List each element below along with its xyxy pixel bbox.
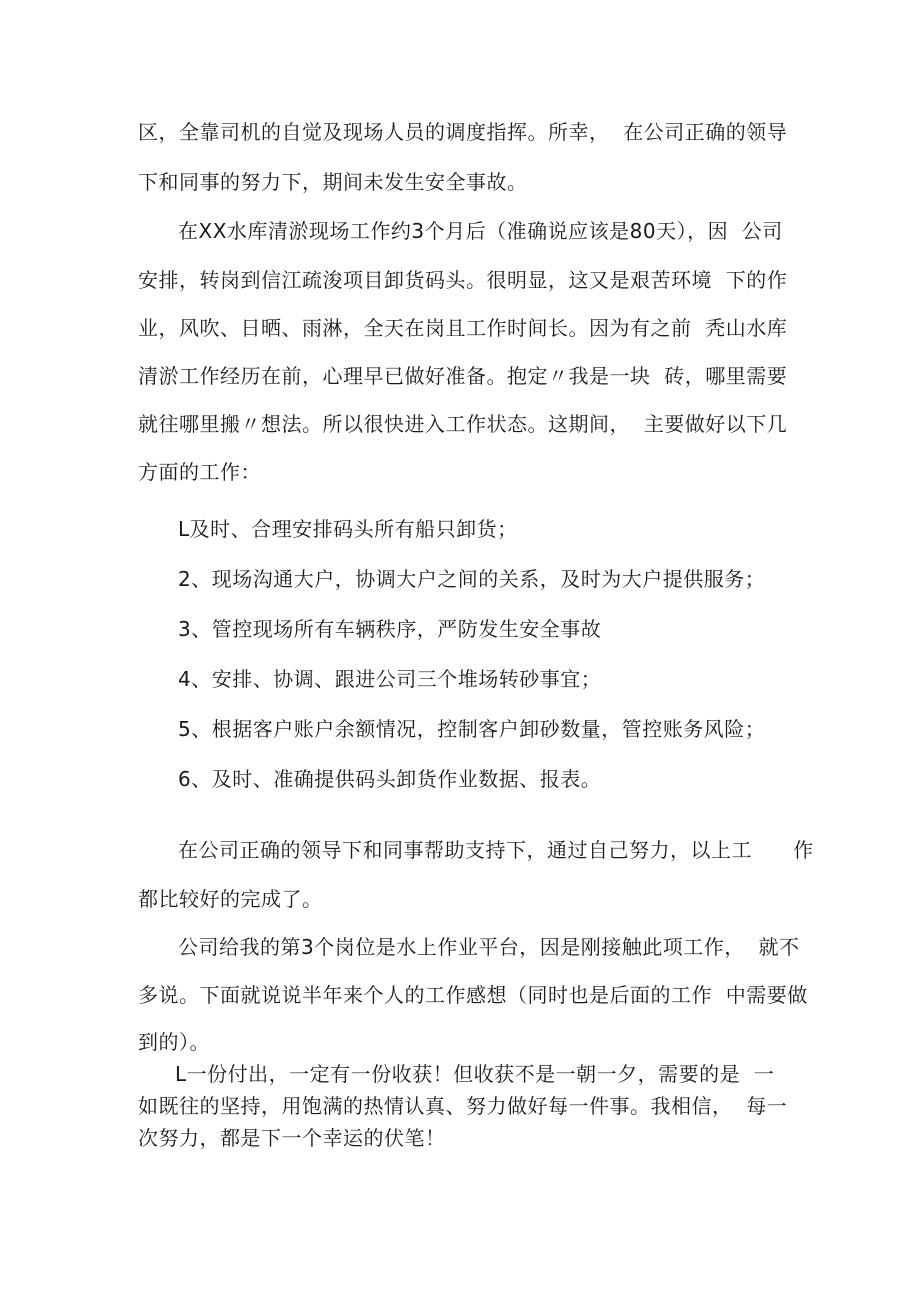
task-item-1: L及时、合理安排码头所有船只卸货； bbox=[178, 517, 518, 541]
paragraph-3-line-2: 都比较好的完成了。 bbox=[138, 887, 323, 911]
paragraph-4-line-2: 多说。下面就说说半年来个人的工作感想（同时也是后面的工作 中需要做 bbox=[138, 983, 808, 1007]
paragraph-5-line-1: L一份付出，一定有一份收获！但收获不是一朝一夕，需要的是 一 bbox=[175, 1062, 775, 1086]
paragraph-1-line-1: 区，全靠司机的自觉及现场人员的调度指挥。所幸， 在公司正确的领导 bbox=[138, 120, 788, 144]
paragraph-5-line-2: 如既往的坚持，用饱满的热情认真、努力做好每一件事。我相信， 每一 bbox=[138, 1094, 788, 1118]
task-item-6: 6、及时、准确提供码头卸货作业数据、报表。 bbox=[178, 767, 602, 791]
paragraph-2-line-1: 在XX水库清淤现场工作约3个月后（准确说应该是80天），因 公司 bbox=[178, 219, 783, 243]
paragraph-1-line-2: 下和同事的努力下，期间未发生安全事故。 bbox=[138, 170, 528, 194]
task-item-5: 5、根据客户账户余额情况，控制客户卸砂数量，管控账务风险； bbox=[178, 717, 766, 741]
paragraph-3-line-1: 在公司正确的领导下和同事帮助支持下，通过自己努力，以上工 作 bbox=[178, 838, 814, 862]
paragraph-2-line-6: 方面的工作： bbox=[138, 460, 261, 484]
paragraph-4-line-1: 公司给我的第3个岗位是水上作业平台，因是刚接触此项工作， 就不 bbox=[178, 935, 800, 959]
paragraph-4-line-3: 到的）。 bbox=[138, 1030, 210, 1054]
paragraph-2-line-3: 业，风吹、日晒、雨淋，全天在岗且工作时间长。因为有之前 秃山水库 bbox=[138, 316, 788, 340]
paragraph-2-line-2: 安排，转岗到信江疏浚项目卸货码头。很明显，这又是艰苦环境 下的作 bbox=[138, 268, 788, 292]
task-item-4: 4、安排、协调、跟进公司三个堆场转砂事宜； bbox=[178, 667, 602, 691]
paragraph-5-line-3: 次努力，都是下一个幸运的伏笔！ bbox=[138, 1126, 446, 1150]
task-item-2: 2、现场沟通大户，协调大户之间的关系，及时为大户提供服务； bbox=[178, 567, 766, 591]
paragraph-2-line-5: 就往哪里搬〃想法。所以很快进入工作状态。这期间， 主要做好以下几 bbox=[138, 412, 788, 436]
paragraph-2-line-4: 清淤工作经历在前，心理早已做好准备。抱定〃我是一块 砖，哪里需要 bbox=[138, 364, 788, 388]
task-item-3: 3、管控现场所有车辆秩序，严防发生安全事故 bbox=[178, 617, 602, 641]
